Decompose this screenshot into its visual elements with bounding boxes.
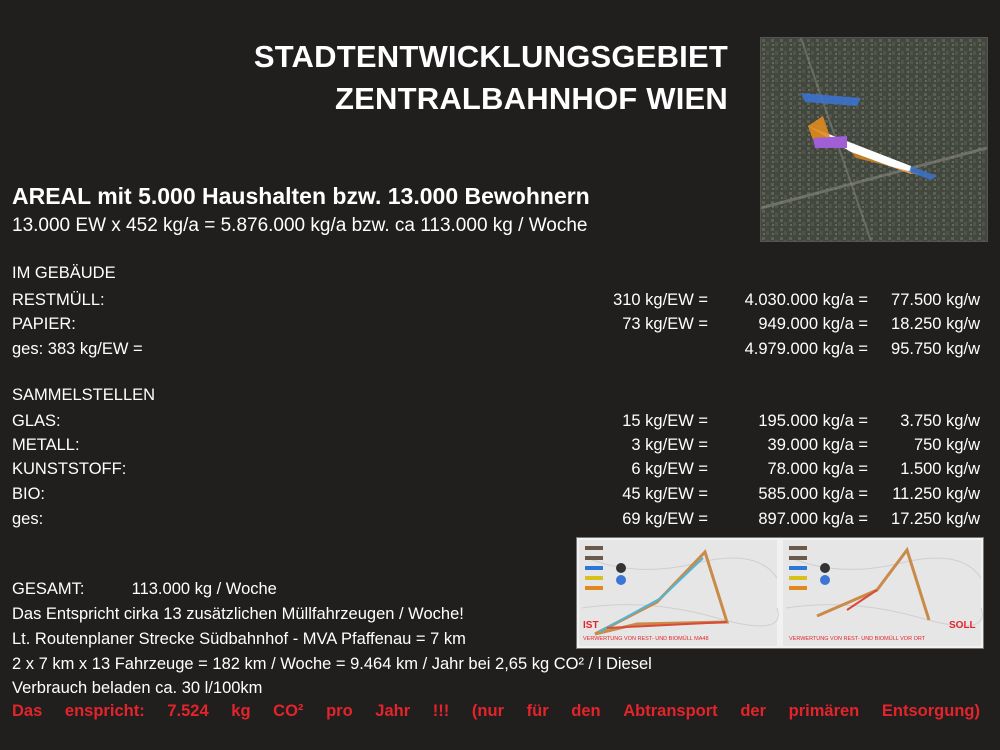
- yearly-value: 78.000 kg/a =: [767, 460, 868, 478]
- ist-caption: VERWERTUNG VON REST- UND BIOMÜLL MA48: [583, 636, 709, 642]
- weekly-value: 95.750 kg/w: [891, 340, 980, 358]
- conclusion-word: der: [740, 702, 767, 720]
- per-capita-value: 310 kg/EW =: [613, 291, 708, 309]
- table-row: [12, 482, 980, 506]
- conclusion-word: !!!: [432, 702, 450, 720]
- conclusion-word: Das: [12, 702, 43, 720]
- yearly-value: 4.030.000 kg/a =: [744, 291, 868, 309]
- table-row: [12, 337, 980, 361]
- page-title: [168, 36, 728, 120]
- row-label: KUNSTSTOFF:: [12, 460, 127, 478]
- ist-label: IST: [583, 620, 599, 631]
- route-maps: [576, 537, 984, 649]
- table-row: [12, 312, 980, 336]
- areal-calculation: 13.000 EW x 452 kg/a = 5.876.000 kg/a bzw. ca 113.000 kg / Woche: [12, 215, 588, 236]
- soll-caption: VERWERTUNG VON REST- UND BIOMÜLL VOR ORT: [789, 636, 926, 642]
- co2-conclusion: [12, 702, 980, 721]
- yearly-value: 4.979.000 kg/a =: [744, 340, 868, 358]
- yearly-value: 949.000 kg/a =: [758, 315, 868, 333]
- soll-label: SOLL: [949, 620, 976, 631]
- weekly-value: 1.500 kg/w: [900, 460, 980, 478]
- gesamt-line: [12, 580, 277, 599]
- weekly-value: 17.250 kg/w: [891, 510, 980, 528]
- aerial-photo: [760, 37, 988, 242]
- gesamt-label: GESAMT:: [12, 580, 85, 598]
- per-capita-value: 69 kg/EW =: [622, 510, 708, 528]
- gesamt-value: 113.000 kg / Woche: [131, 580, 277, 598]
- summary-line-2: Lt. Routenplaner Strecke Südbahnhof - MVA Pfaffenau = 7 km: [12, 630, 466, 648]
- row-label: GLAS:: [12, 412, 61, 430]
- yearly-value: 585.000 kg/a =: [758, 485, 868, 503]
- summary-line-4: Verbrauch beladen ca. 30 l/100km: [12, 679, 263, 697]
- table-row: [12, 288, 980, 312]
- per-capita-value: 6 kg/EW =: [631, 460, 708, 478]
- conclusion-word: für: [526, 702, 549, 720]
- conclusion-word: kg: [231, 702, 251, 720]
- conclusion-word: CO²: [273, 702, 304, 720]
- per-capita-value: 3 kg/EW =: [631, 436, 708, 454]
- conclusion-word: den: [571, 702, 601, 720]
- yearly-value: 195.000 kg/a =: [758, 412, 868, 430]
- table-row: [12, 433, 980, 457]
- weekly-value: 750 kg/w: [913, 436, 980, 454]
- conclusion-word: Entsorgung): [881, 702, 980, 720]
- row-label: METALL:: [12, 436, 80, 454]
- weekly-value: 11.250 kg/w: [892, 485, 980, 503]
- conclusion-word: Jahr: [375, 702, 411, 720]
- summary-line-1: Das Entspricht cirka 13 zusätzlichen Müllfahrzeugen / Woche!: [12, 605, 464, 623]
- title-line-2: ZENTRALBAHNHOF WIEN: [335, 81, 728, 116]
- per-capita-value: 15 kg/EW =: [622, 412, 708, 430]
- title-line-1: STADTENTWICKLUNGSGEBIET: [253, 39, 728, 74]
- row-label: BIO:: [12, 485, 46, 503]
- conclusion-word: pro: [326, 702, 353, 720]
- weekly-value: 3.750 kg/w: [900, 412, 980, 430]
- row-label: ges:: [12, 510, 44, 528]
- yearly-value: 897.000 kg/a =: [758, 510, 868, 528]
- row-label: RESTMÜLL:: [12, 291, 105, 309]
- conclusion-word: enspricht:: [64, 702, 145, 720]
- row-label: ges: 383 kg/EW =: [12, 340, 143, 358]
- yearly-value: 39.000 kg/a =: [767, 436, 868, 454]
- per-capita-value: 45 kg/EW =: [622, 485, 708, 503]
- conclusion-word: (nur: [471, 702, 504, 720]
- sammelstellen-label: SAMMELSTELLEN: [12, 386, 156, 404]
- conclusion-word: 7.524: [167, 702, 209, 720]
- conclusion-word: Abtransport: [623, 702, 718, 720]
- gebaeude-label: IM GEBÄUDE: [12, 264, 116, 282]
- table-row: [12, 457, 980, 481]
- per-capita-value: 73 kg/EW =: [622, 315, 708, 333]
- areal-heading: AREAL mit 5.000 Haushalten bzw. 13.000 Bewohnern: [12, 183, 590, 209]
- weekly-value: 18.250 kg/w: [891, 315, 980, 333]
- conclusion-word: primären: [788, 702, 860, 720]
- table-row: [12, 409, 980, 433]
- summary-line-3: 2 x 7 km x 13 Fahrzeuge = 182 km / Woche = 9.464 km / Jahr bei 2,65 kg CO² / l Diesel: [12, 655, 652, 673]
- weekly-value: 77.500 kg/w: [891, 291, 980, 309]
- row-label: PAPIER:: [12, 315, 76, 333]
- table-row: [12, 507, 980, 531]
